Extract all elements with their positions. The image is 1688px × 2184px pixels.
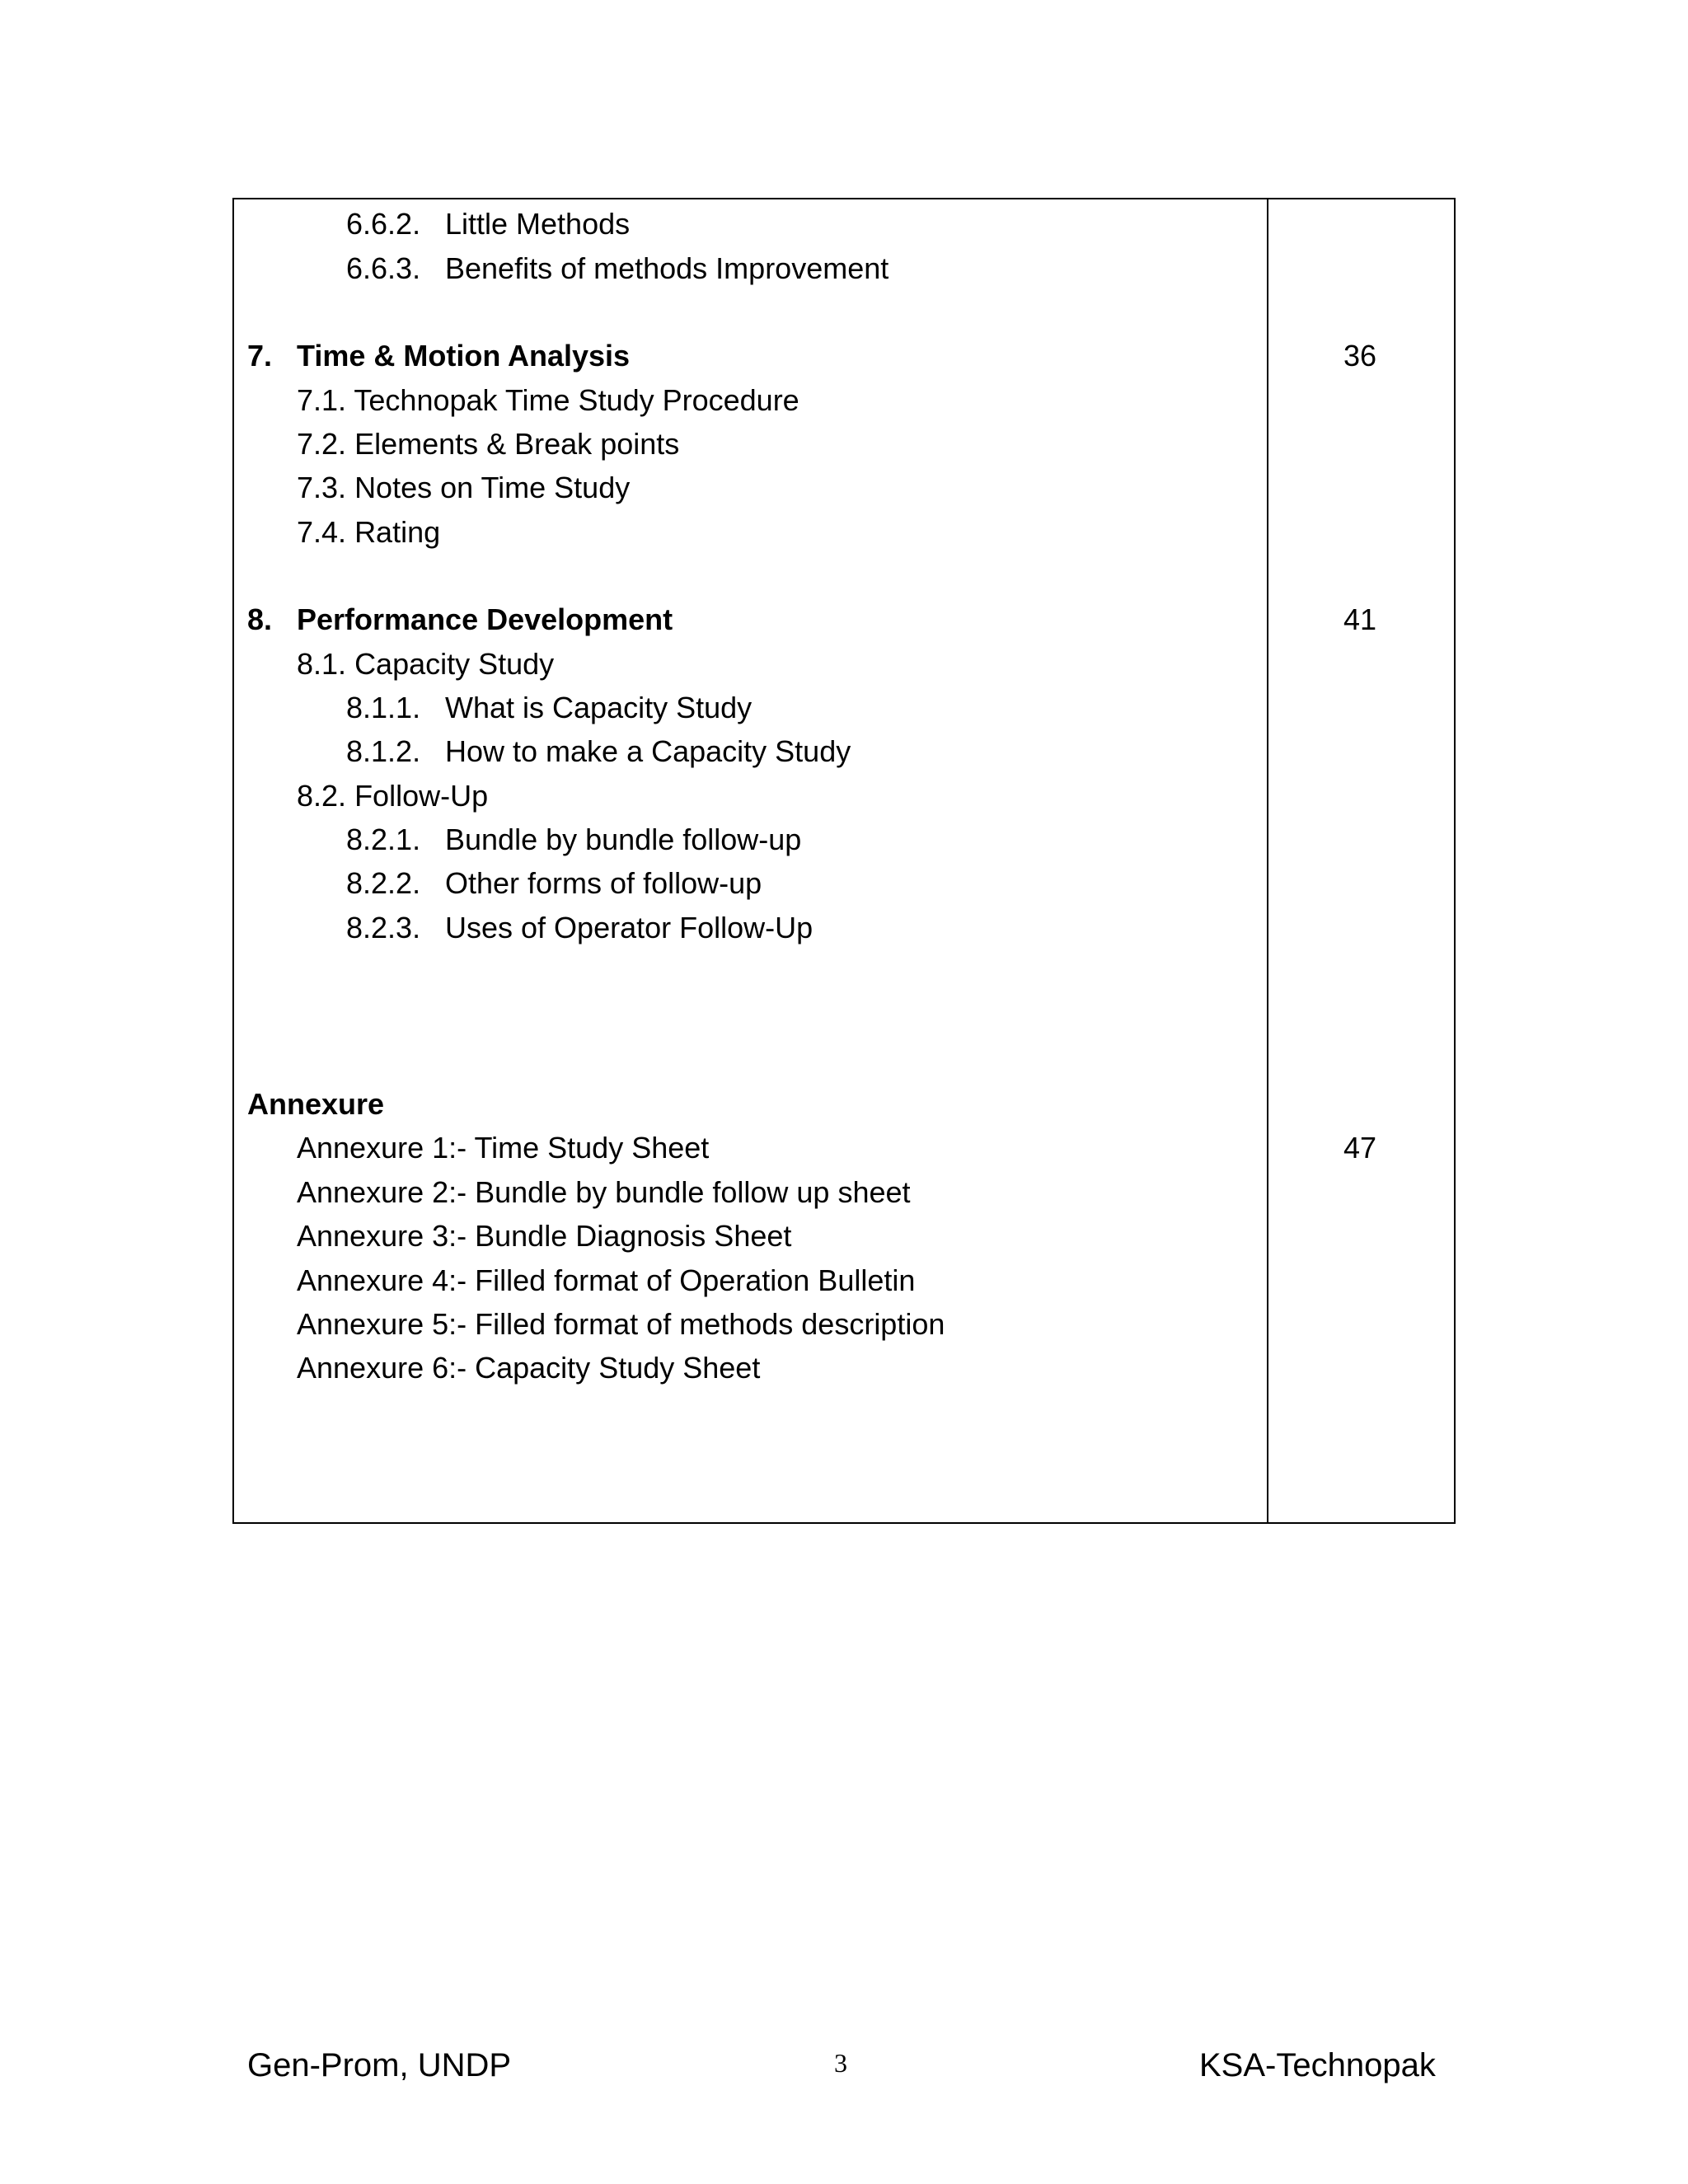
toc-entry-label: Rating bbox=[354, 515, 441, 549]
toc-entry-7-3 bbox=[297, 470, 630, 506]
footer-left-text: Gen-Prom, UNDP bbox=[247, 2047, 512, 2083]
toc-annexure-heading: Annexure bbox=[247, 1087, 385, 1121]
footer-page-number: 3 bbox=[834, 2048, 847, 2078]
toc-page-number-section-8: 41 bbox=[1343, 602, 1377, 636]
footer-right-text: KSA-Technopak bbox=[1199, 2047, 1436, 2083]
toc-entry-label: Uses of Operator Follow-Up bbox=[445, 911, 814, 944]
toc-page-number-annexure: 47 bbox=[1343, 1131, 1377, 1165]
toc-entry-label: Little Methods bbox=[445, 207, 631, 241]
toc-entry-8-2 bbox=[297, 778, 488, 814]
toc-section-8 bbox=[247, 602, 673, 638]
toc-annexure-item-3: Annexure 3:- Bundle Diagnosis Sheet bbox=[297, 1219, 792, 1253]
toc-annexure-item-1: Annexure 1:- Time Study Sheet bbox=[297, 1131, 710, 1165]
toc-entry-number: 7.2. bbox=[297, 427, 347, 461]
toc-annexure-item-5: Annexure 5:- Filled format of methods description bbox=[297, 1307, 945, 1341]
toc-entry-label: Follow-Up bbox=[354, 779, 489, 813]
toc-entry-label: Technopak Time Study Procedure bbox=[354, 383, 799, 417]
toc-entry-7-1 bbox=[297, 382, 799, 419]
toc-entry-8-1 bbox=[297, 646, 554, 682]
toc-entry-label: Notes on Time Study bbox=[354, 471, 631, 504]
toc-entry-7-2 bbox=[297, 426, 679, 462]
toc-annexure-item-2: Annexure 2:- Bundle by bundle follow up sheet bbox=[297, 1175, 911, 1209]
toc-section-number: 8. bbox=[247, 602, 273, 636]
toc-entry-6-6-3 bbox=[346, 251, 889, 287]
toc-entry-number: 8.2.3. bbox=[346, 911, 421, 944]
toc-annexure-item-6: Annexure 6:- Capacity Study Sheet bbox=[297, 1351, 761, 1385]
toc-entry-label: Bundle by bundle follow-up bbox=[445, 823, 802, 856]
toc-entry-label: Capacity Study bbox=[354, 647, 555, 681]
toc-entry-number: 7.4. bbox=[297, 515, 347, 549]
toc-section-number: 7. bbox=[247, 339, 273, 373]
toc-entry-label: How to make a Capacity Study bbox=[445, 734, 851, 768]
toc-entry-8-2-1 bbox=[346, 822, 801, 858]
toc-section-title: Time & Motion Analysis bbox=[297, 339, 631, 373]
toc-entry-label: Benefits of methods Improvement bbox=[445, 251, 889, 285]
toc-annexure-item-4: Annexure 4:- Filled format of Operation Bulletin bbox=[297, 1263, 916, 1297]
toc-entry-number: 7.3. bbox=[297, 471, 347, 504]
toc-entry-number: 8.2. bbox=[297, 779, 347, 813]
toc-entry-8-1-2 bbox=[346, 733, 851, 770]
toc-entry-8-2-2 bbox=[346, 865, 762, 902]
toc-entry-6-6-2 bbox=[346, 206, 630, 242]
toc-entry-number: 8.1.1. bbox=[346, 691, 421, 724]
toc-entry-label: What is Capacity Study bbox=[445, 691, 753, 724]
toc-entry-number: 8.1. bbox=[297, 647, 347, 681]
toc-entry-number: 6.6.3. bbox=[346, 251, 421, 285]
toc-entry-number: 8.2.1. bbox=[346, 823, 421, 856]
toc-entry-8-1-1 bbox=[346, 690, 752, 726]
toc-section-title: Performance Development bbox=[297, 602, 673, 636]
toc-page-number-section-7: 36 bbox=[1343, 339, 1377, 373]
toc-entry-number: 7.1. bbox=[297, 383, 347, 417]
toc-entry-number: 8.2.2. bbox=[346, 866, 421, 900]
page-column-divider bbox=[1267, 198, 1268, 1524]
toc-entry-number: 6.6.2. bbox=[346, 207, 421, 241]
toc-entry-8-2-3 bbox=[346, 910, 813, 946]
toc-entry-7-4 bbox=[297, 514, 440, 551]
toc-section-7 bbox=[247, 338, 630, 374]
toc-entry-label: Elements & Break points bbox=[354, 427, 680, 461]
toc-entry-label: Other forms of follow-up bbox=[445, 866, 762, 900]
toc-entry-number: 8.1.2. bbox=[346, 734, 421, 768]
